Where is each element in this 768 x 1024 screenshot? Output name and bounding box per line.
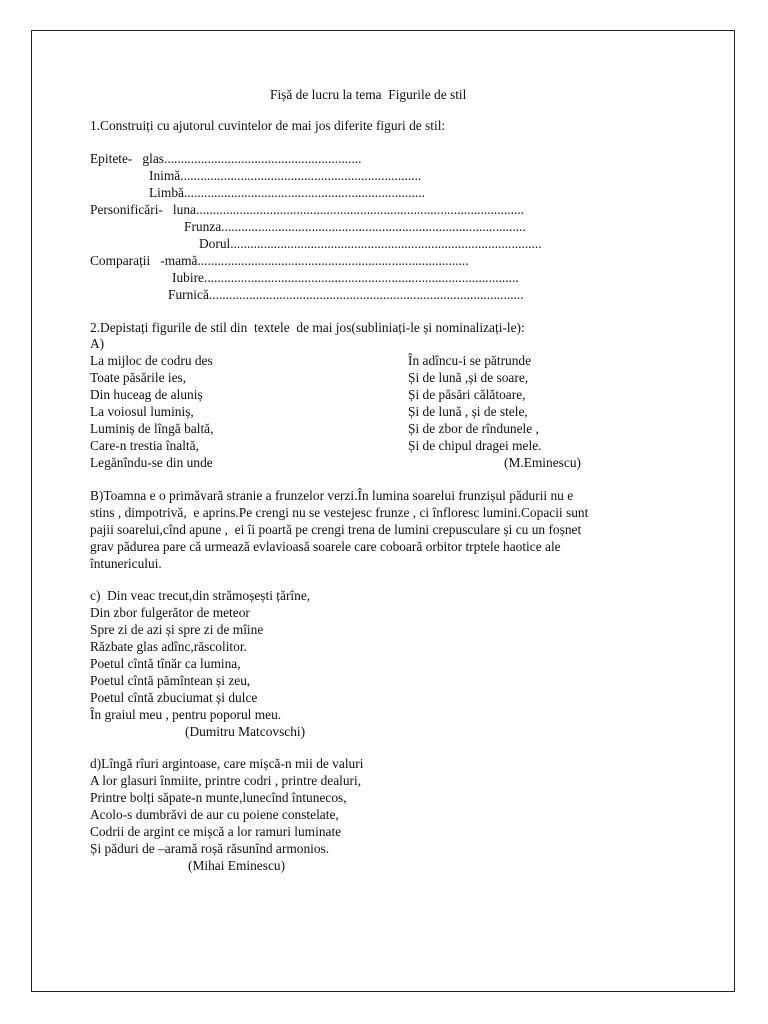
poem-c-author: (Dumitru Matcovschi) xyxy=(185,724,306,739)
poem-c-line: Răzbate glas adînc,răscolitor. xyxy=(90,639,247,654)
poem-a-line: Și de chipul dragei mele. xyxy=(408,438,542,453)
poem-a-line: Legănîndu-se din unde xyxy=(90,455,213,470)
poem-c-line: Din zbor fulgerător de meteor xyxy=(90,605,250,620)
poem-a-line: Din huceag de aluniș xyxy=(90,387,203,402)
comparatii-row: Furnică.............................................................................................. xyxy=(168,287,524,302)
poem-a-line: Care-n trestia înaltă, xyxy=(90,438,199,453)
worksheet-title: Fișă de lucru la tema Figurile de stil xyxy=(270,87,467,102)
text-a-label: A) xyxy=(90,336,105,351)
poem-c-line: Poetul cîntă pămîntean și zeu, xyxy=(90,673,251,688)
poem-d-line: A lor glasuri înmiite, printre codri , printre dealuri, xyxy=(90,773,362,788)
poem-c-line: Poetul cîntă tînăr ca lumina, xyxy=(90,656,241,671)
poem-a-line: În adîncu-i se pătrunde xyxy=(408,353,532,368)
poem-c-line: Poetul cîntă zbuciumat și dulce xyxy=(90,690,258,705)
exercise-1-heading: 1.Construiți cu ajutorul cuvintelor de mai jos diferite figuri de stil: xyxy=(90,118,446,133)
epitete-row: Epitete- glas........................................................... xyxy=(90,151,362,166)
poem-a-author: (M.Eminescu) xyxy=(504,455,581,470)
personificari-row: Personificări- luna.................................................................................................. xyxy=(90,202,525,217)
epitete-row: Limbă........................................................................ xyxy=(149,185,425,200)
poem-a-line: Luminiș de lîngă baltă, xyxy=(90,421,214,436)
poem-a-line: La mijloc de codru des xyxy=(90,353,213,368)
poem-a-line: Și de lună , și de stele, xyxy=(408,404,528,419)
poem-d-line: Acolo-s dumbrăvi de aur cu poiene constelate, xyxy=(90,807,339,822)
exercise-2-heading: 2.Depistați figurile de stil din textele de mai jos(subliniați-le și nominalizați-le): xyxy=(90,320,525,335)
epitete-row: Inimă........................................................................ xyxy=(149,168,422,183)
comparatii-row: Iubire.............................................................................................. xyxy=(172,270,519,285)
poem-a-line: Și de zbor de rîndunele , xyxy=(408,421,539,436)
text-b-line: pajii soarelui,cînd apune , ei îi poartă pe crengi trena de lumini crepusculare și cu un foșnet xyxy=(90,522,582,537)
poem-a-line: Și de lună ,și de soare, xyxy=(408,370,529,385)
poem-c-line: c) Din veac trecut,din strămoșești țărîne, xyxy=(90,588,311,603)
poem-a-line: Și de păsări călătoare, xyxy=(408,387,526,402)
poem-a-line: La voiosul luminiș, xyxy=(90,404,194,419)
poem-c-line: În graiul meu , pentru poporul meu. xyxy=(90,707,282,722)
poem-c-line: Spre zi de azi și spre zi de mîine xyxy=(90,622,264,637)
personificari-row: Frunza........................................................................................... xyxy=(184,219,526,234)
text-b-line: grav pădurea pare că urmează evlavioasă soarele care coboară orbitor trptele haotice ale xyxy=(90,539,561,554)
comparatii-row: Comparații -mamă................................................................................. xyxy=(90,253,469,268)
poem-d-line: d)Lîngă rîuri argintoase, care mișcă-n mii de valuri xyxy=(90,756,364,771)
poem-d-line: Și păduri de –aramă roșă răsunînd armonios. xyxy=(90,841,330,856)
text-b-line: B)Toamna e o primăvară stranie a frunzelor verzi.În lumina soarelui frunzișul pădurii nu e xyxy=(90,488,574,503)
poem-d-author: (Mihai Eminescu) xyxy=(188,858,286,873)
poem-a-line: Toate păsările ies, xyxy=(90,370,187,385)
text-b-line: întunericului. xyxy=(90,556,162,571)
poem-d-line: Printre bolți săpate-n munte,lunecînd întunecos, xyxy=(90,790,347,805)
text-b-line: stins , dimpotrivă, e aprins.Pe crengi nu se vestejesc frunze , ci înfloresc lumini.Copacii sunt xyxy=(90,505,589,520)
personificari-row: Dorul............................................................................................. xyxy=(199,236,542,251)
poem-d-line: Codrii de argint ce mișcă a lor ramuri luminate xyxy=(90,824,342,839)
